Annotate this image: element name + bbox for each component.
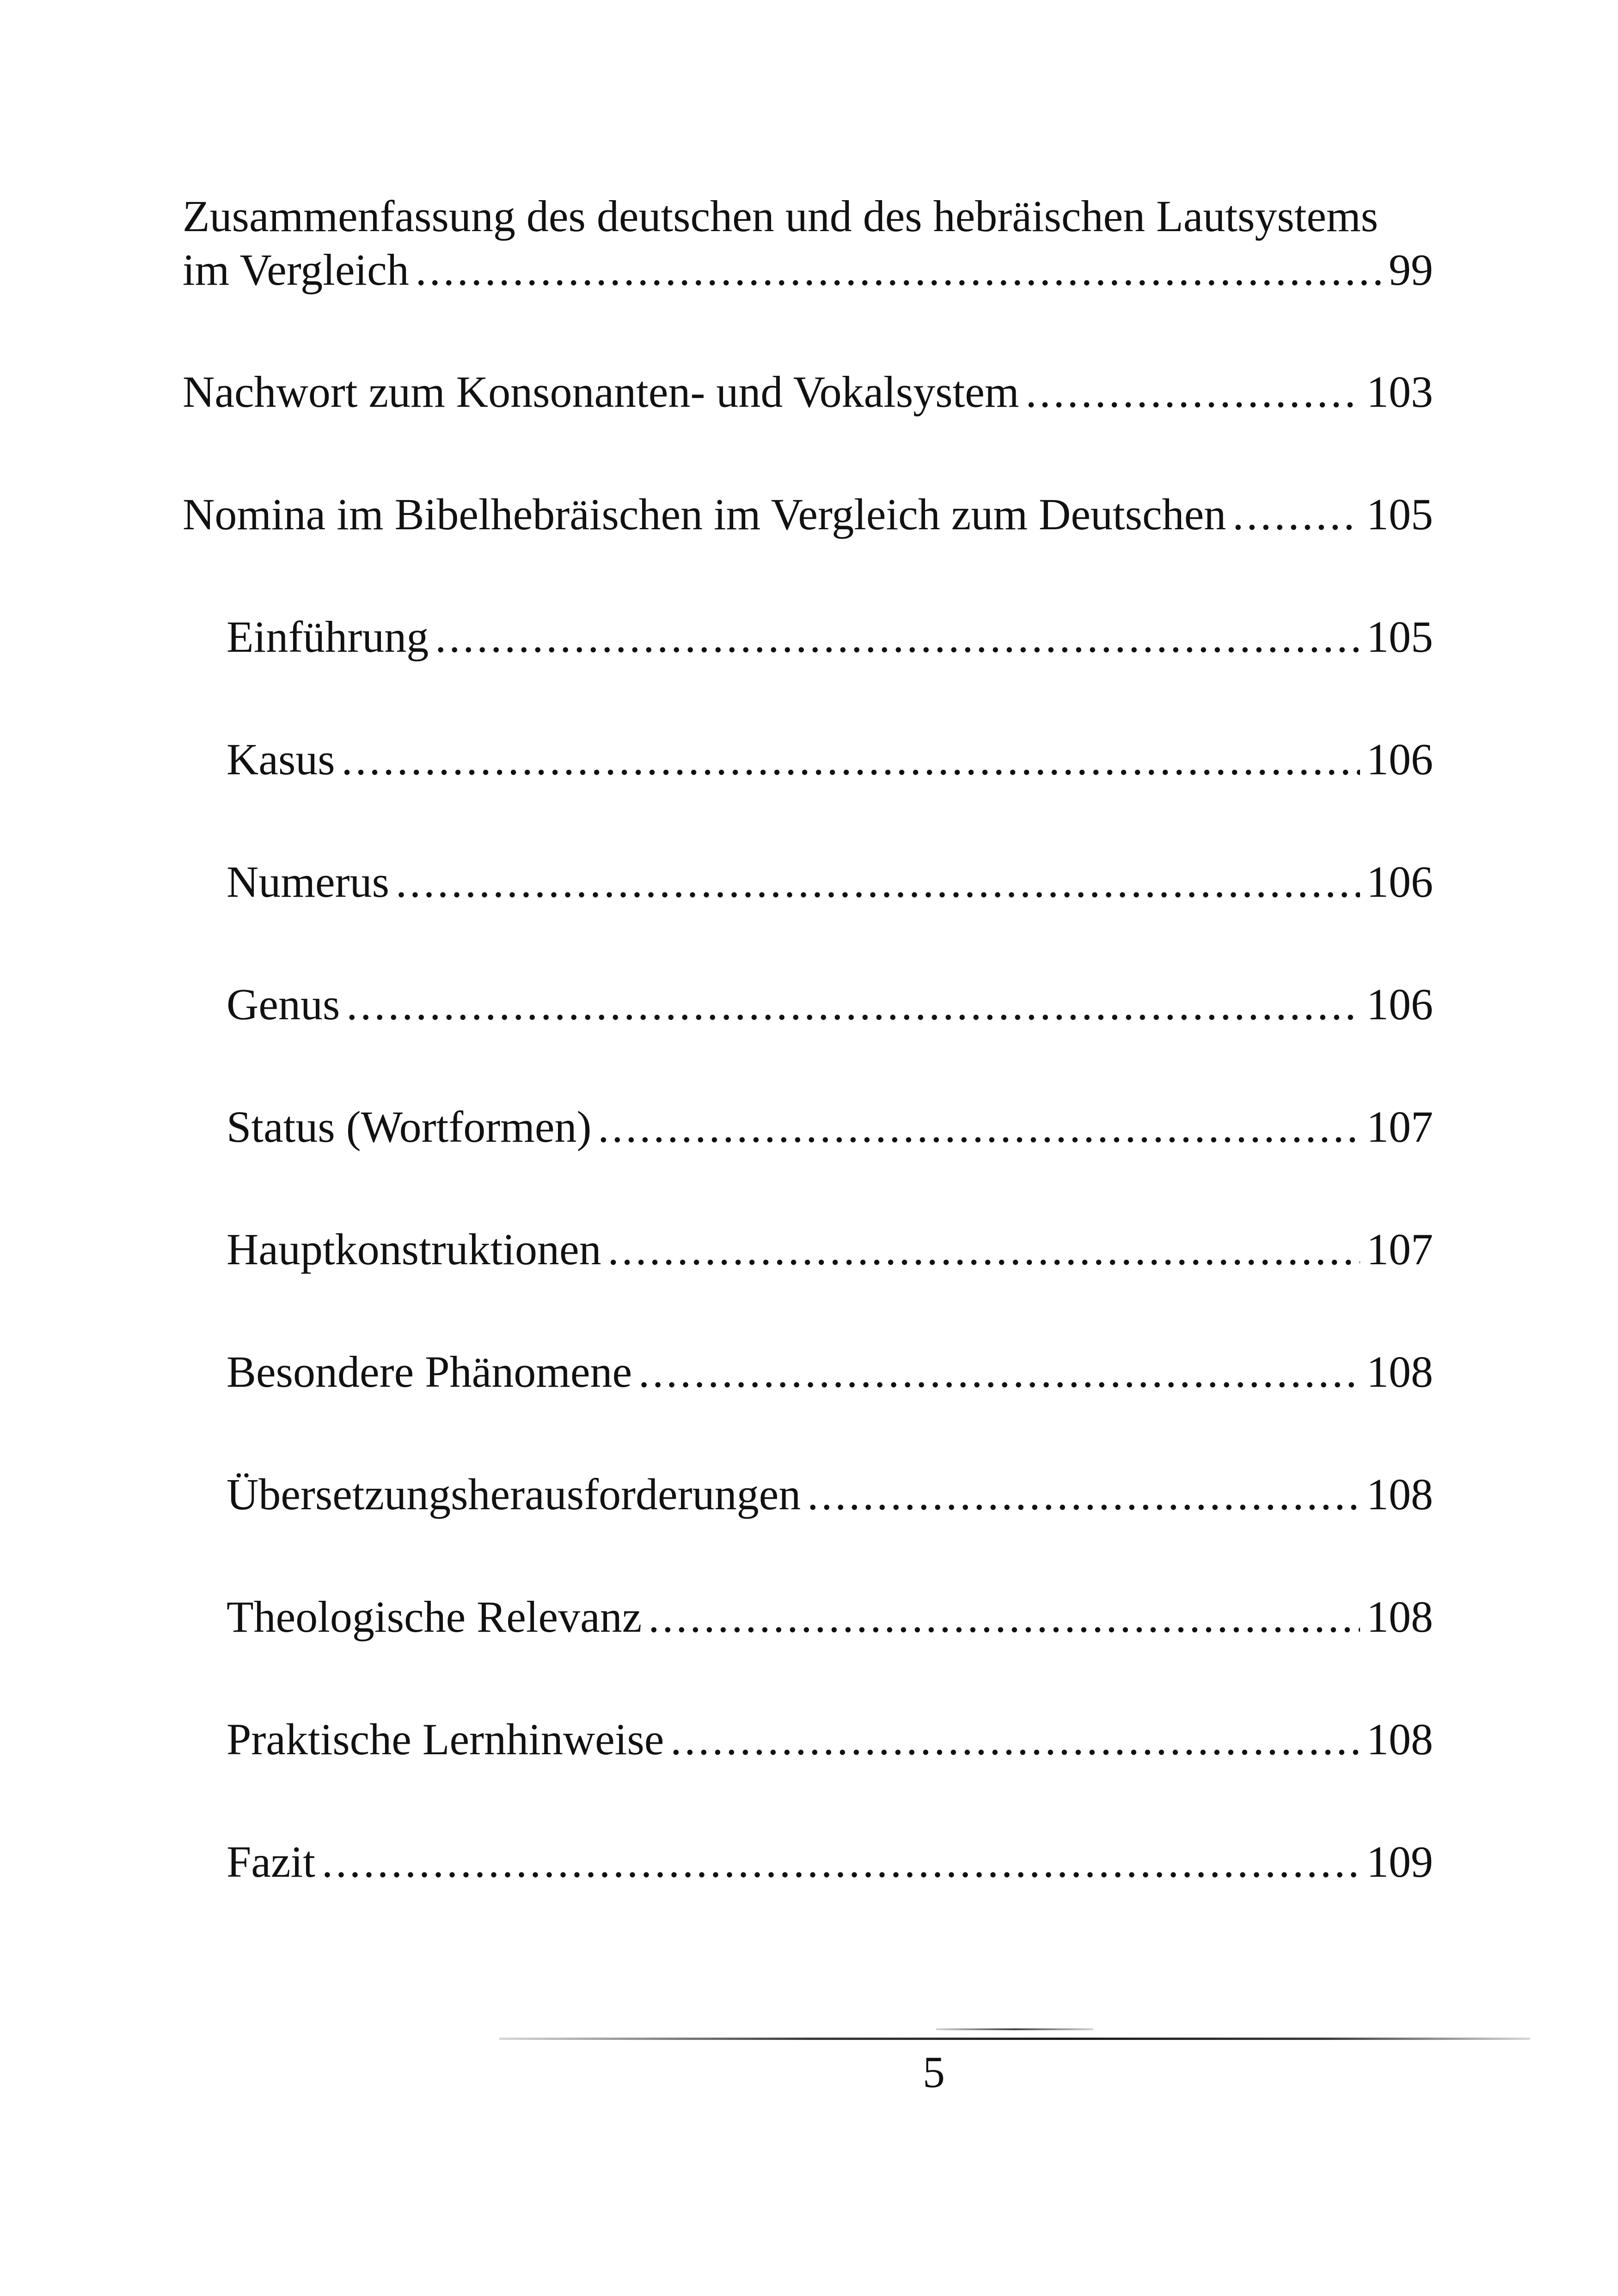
toc-entry-page: 108 — [1367, 1714, 1433, 1764]
toc-dot-leader — [396, 855, 1360, 909]
toc-dot-leader — [638, 1345, 1360, 1399]
toc-entry[interactable] — [183, 190, 1433, 297]
toc-entry[interactable] — [183, 488, 1433, 541]
toc-dot-leader — [435, 610, 1360, 664]
toc-entry-page: 106 — [1367, 735, 1433, 784]
toc-entry-title: Numerus — [227, 857, 389, 906]
toc-subentry[interactable] — [227, 1345, 1433, 1399]
toc-dot-leader — [1026, 365, 1360, 419]
footer-divider — [499, 2038, 1530, 2040]
toc-subentry[interactable] — [227, 1468, 1433, 1521]
toc-dot-leader — [598, 1100, 1360, 1154]
toc-dot-leader — [807, 1468, 1360, 1521]
toc-entry-title: Hauptkonstruktionen — [227, 1225, 601, 1274]
toc-subentry[interactable] — [227, 855, 1433, 909]
toc-dot-leader — [670, 1713, 1360, 1766]
toc-entry-title: Besondere Phänomene — [227, 1347, 632, 1396]
page-number: 5 — [923, 2047, 945, 2097]
toc-dot-leader — [416, 243, 1382, 297]
toc-entry-title: Nachwort zum Konsonanten- und Vokalsystem — [183, 367, 1019, 416]
toc-entry-title: Theologische Relevanz — [227, 1592, 642, 1641]
toc-entry-title: Kasus — [227, 735, 335, 784]
toc-entry-title-line1: Zusammenfassung des deutschen und des hebräischen Lautsystems — [183, 191, 1379, 241]
toc-entry-title: Nomina im Bibelhebräischen im Vergleich zum Deutschen — [183, 490, 1226, 539]
toc-entry-page: 108 — [1367, 1469, 1433, 1519]
toc-dot-leader — [608, 1223, 1360, 1276]
toc-subentry[interactable] — [227, 733, 1433, 786]
toc-dot-leader — [342, 733, 1360, 786]
toc-entry-page: 109 — [1367, 1837, 1433, 1886]
toc-subentry[interactable] — [227, 610, 1433, 664]
toc-entry[interactable] — [183, 365, 1433, 419]
toc-dot-leader — [1232, 488, 1360, 541]
toc-subentry[interactable] — [227, 1590, 1433, 1644]
toc-entry-title: Übersetzungsherausforderungen — [227, 1469, 801, 1519]
toc-subentry[interactable] — [227, 1223, 1433, 1276]
toc-subentry[interactable] — [227, 1100, 1433, 1154]
toc-entry-page: 105 — [1367, 612, 1433, 661]
toc-entry-page: 108 — [1367, 1592, 1433, 1641]
footer-divider-accent — [936, 2028, 1093, 2030]
toc-entry-title: Status (Wortformen) — [227, 1102, 592, 1151]
toc-subentry[interactable] — [227, 1835, 1433, 1889]
toc-subentry[interactable] — [227, 1713, 1433, 1766]
toc-entry-page: 103 — [1367, 367, 1433, 416]
toc-entry-page: 107 — [1367, 1102, 1433, 1151]
toc-entry-page: 105 — [1367, 490, 1433, 539]
toc-entry-page: 108 — [1367, 1347, 1433, 1396]
toc-subentry[interactable] — [227, 978, 1433, 1031]
toc-dot-leader — [648, 1590, 1360, 1644]
toc-entry-title: Praktische Lernhinweise — [227, 1714, 664, 1764]
toc-entry-title: Fazit — [227, 1837, 315, 1886]
toc-dot-leader — [346, 978, 1360, 1031]
toc-entry-title: im Vergleich — [183, 245, 409, 294]
toc-entry-page: 107 — [1367, 1225, 1433, 1274]
toc-entry-title: Einführung — [227, 612, 429, 661]
toc-entry-page: 99 — [1389, 245, 1433, 294]
toc-entry-page: 106 — [1367, 980, 1433, 1029]
toc-entry-page: 106 — [1367, 857, 1433, 906]
toc-entry-title: Genus — [227, 980, 340, 1029]
toc-dot-leader — [322, 1835, 1360, 1889]
